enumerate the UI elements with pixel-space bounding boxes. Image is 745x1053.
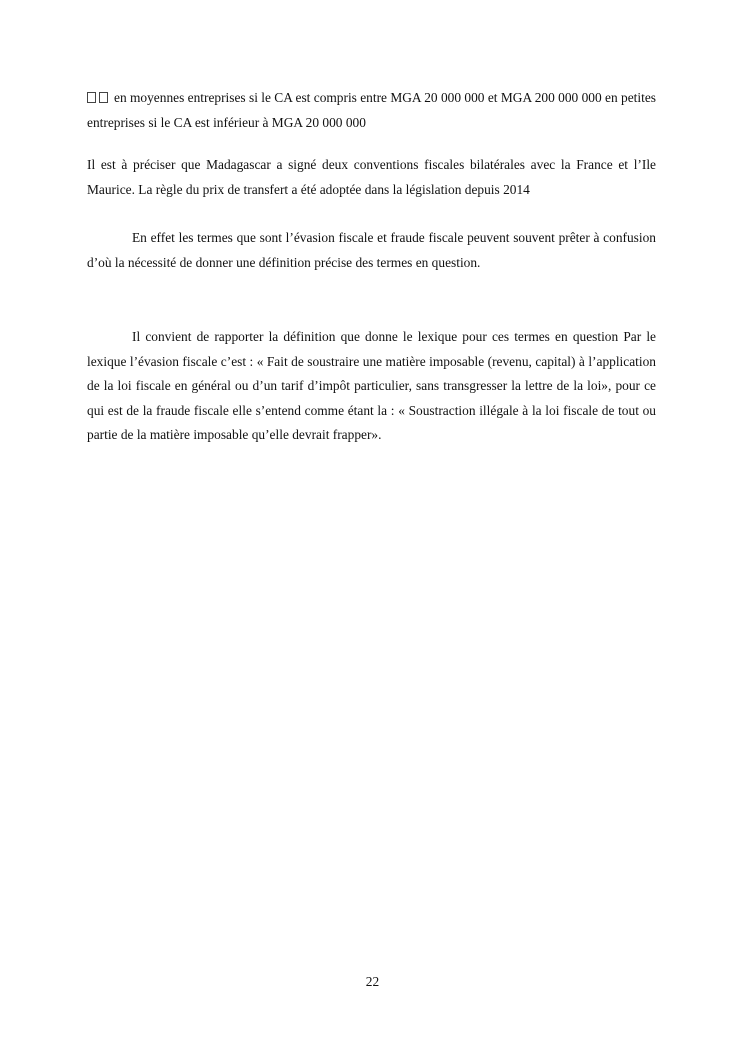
- paragraph-tax-conventions: Il est à préciser que Madagascar a signé deux conventions fiscales bilatérales avec la France et l’Ile Maurice. La règle du prix de transfert a été adoptée dans la législation depuis 2014: [87, 157, 656, 197]
- page-number: 22: [365, 974, 380, 989]
- missing-glyph-icon: [99, 92, 108, 103]
- paragraph-company-size: [87, 86, 656, 135]
- paragraph-terms-confusion: En effet les termes que sont l’évasion fiscale et fraude fiscale peuvent souvent prêter à confusion d’où la nécessité de donner une définition précise des termes en question.: [87, 230, 656, 270]
- paragraph-lexicon-definitions: Il convient de rapporter la définition que donne le lexique pour ces termes en question Par le lexique l’évasion fiscale c’est : « Fait de soustraire une matière imposable (revenu, capital) à l’application de la loi fiscale en général ou d’un tarif d’impôt particulier, sans transgresser la lettre de la loi», pour ce qui est de la fraude fiscale elle s’entend comme étant la : « Soustraction illégale à la loi fiscale de tout ou partie de la matière imposable qu’elle devrait frapper».: [87, 329, 656, 442]
- paragraph-company-size-text: en moyennes entreprises si le CA est compris entre MGA 20 000 000 et MGA 200 000 000 en petites entreprises si le CA est inférieur à MGA 20 000 000: [87, 90, 656, 130]
- missing-glyph-icon: [87, 92, 96, 103]
